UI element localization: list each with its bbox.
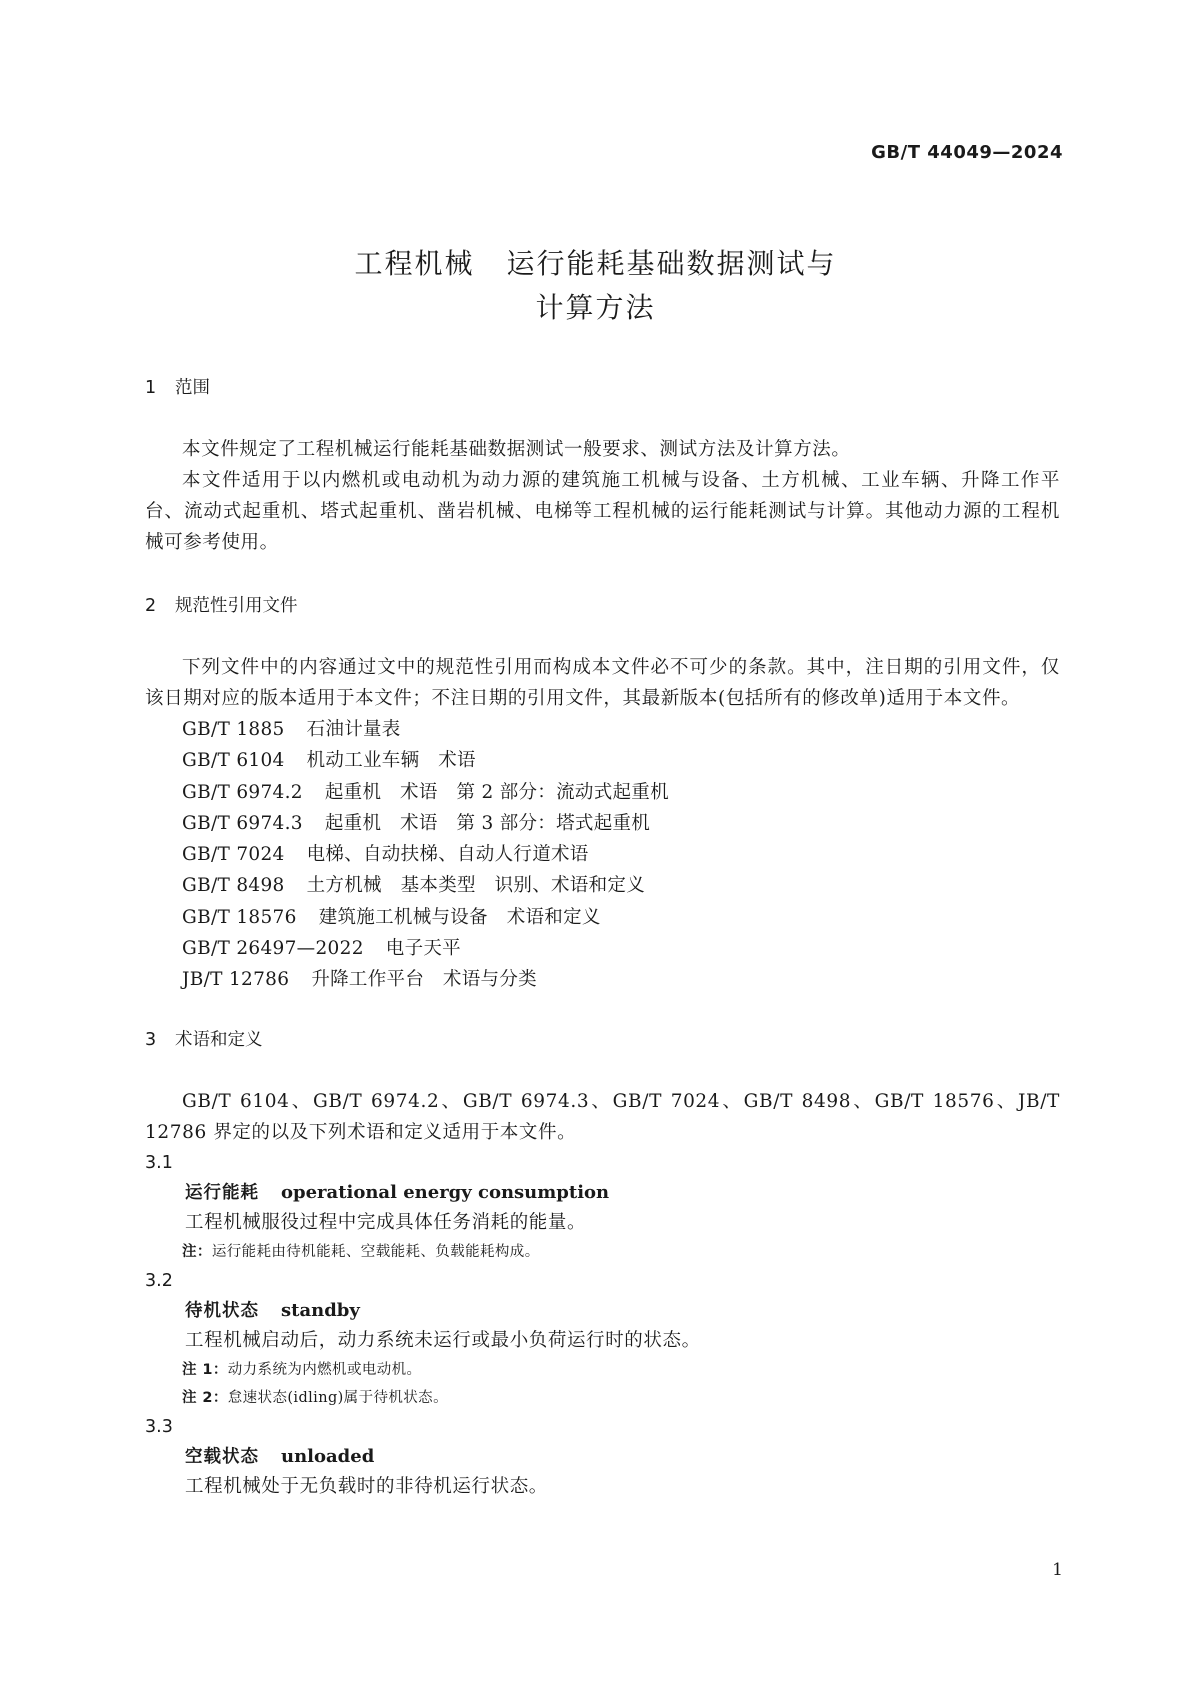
term-note [145,1384,1060,1412]
reference-title: 电子天平 [385,938,461,960]
section-title: 范围 [175,378,210,398]
reference-code: GB/T 6104 [182,750,285,772]
reference-code: GB/T 1885 [182,719,285,740]
reference-code: GB/T 8498 [182,875,285,897]
term-note [145,1238,1060,1266]
section-number: 1 [145,378,157,398]
reference-item [145,745,1060,776]
reference-item [145,870,1060,901]
term-definition: 工程机械启动后，动力系统未运行或最小负荷运行时的状态。 [185,1329,701,1351]
section-number: 2 [145,596,157,616]
term-number: 3.1 [145,1152,173,1173]
term-en: standby [281,1299,360,1321]
reference-code: GB/T 7024 [182,844,285,866]
section-title: 术语和定义 [175,1029,263,1050]
term-definition: 工程机械服役过程中完成具体任务消耗的能量。 [185,1211,587,1233]
title-part-1: 工程机械 [354,247,475,280]
reference-list [145,714,1060,996]
note-label: 注 2： [182,1389,228,1406]
term-zh: 空载状态 [185,1446,259,1467]
term-zh: 运行能耗 [185,1182,259,1203]
document-title [0,242,1191,330]
title-line-2: 计算方法 [535,291,656,324]
reference-code: GB/T 26497—2022 [182,938,364,960]
reference-title: 机动工业车辆 术语 [306,750,476,772]
term-number: 3.2 [145,1270,173,1291]
reference-title: 石油计量表 [306,719,401,740]
reference-code: JB/T 12786 [182,969,290,991]
paragraph: 本文件规定了工程机械运行能耗基础数据测试一般要求、测试方法及计算方法。 [182,439,851,460]
reference-code: GB/T 6974.3 [182,812,303,834]
reference-code: GB/T 6974.2 [182,781,303,803]
reference-title: 电梯、自动扶梯、自动人行道术语 [306,844,589,866]
term-number: 3.3 [145,1416,173,1437]
section-heading-scope [145,372,1060,404]
paragraph: 下列文件中的内容通过文中的规范性引用而构成本文件必不可少的条款。其中，注日期的引用文件，仅该日期对应的版本适用于本文件；不注日期的引用文件，其最新版本(包括所有的修改单)适用于本文件。 [145,657,1060,709]
reference-item [145,902,1060,933]
reference-title: 土方机械 基本类型 识别、术语和定义 [306,875,646,897]
title-line-1 [0,242,1191,286]
term-note [145,1356,1060,1384]
document-body [145,372,1060,1502]
reference-item [145,808,1060,839]
section-heading-normative-references [145,590,1060,622]
reference-title: 起重机 术语 第 3 部分：塔式起重机 [324,812,651,834]
section-title: 规范性引用文件 [175,596,298,616]
note-label: 注 1： [182,1361,228,1378]
reference-title: 起重机 术语 第 2 部分：流动式起重机 [324,781,669,803]
reference-item [145,714,1060,745]
note-text: 运行能耗由待机能耗、空载能耗、负载能耗构成。 [211,1243,540,1260]
term-zh: 待机状态 [185,1300,259,1321]
reference-title: 升降工作平台 术语与分类 [311,969,537,991]
term-en: operational energy consumption [281,1181,610,1203]
page-number: 1 [1052,1560,1063,1580]
reference-item [145,933,1060,964]
note-label: 注： [182,1243,212,1260]
term-entry [145,1442,1060,1472]
title-part-2: 运行能耗基础数据测试与 [506,247,837,280]
section-number: 3 [145,1029,157,1050]
reference-title: 建筑施工机械与设备 术语和定义 [318,906,601,928]
standard-code: GB/T 44049—2024 [871,142,1063,163]
term-entry [145,1296,1060,1326]
paragraph: GB/T 6104、GB/T 6974.2、GB/T 6974.3、GB/T 7024、GB/T 8498、GB/T 18576、JB/T 12786 界定的以及下列术语和定义适用于本文件。 [145,1090,1060,1143]
reference-item [145,777,1060,808]
section-heading-terms-definitions [145,1024,1060,1056]
reference-code: GB/T 18576 [182,906,297,928]
term-entry [145,1178,1060,1208]
paragraph: 本文件适用于以内燃机或电动机为动力源的建筑施工机械与设备、土方机械、工业车辆、升降工作平台、流动式起重机、塔式起重机、凿岩机械、电梯等工程机械的运行能耗测试与计算。其他动力源的工程机械可参考使用。 [145,470,1060,553]
term-en: unloaded [281,1445,375,1467]
reference-item [145,839,1060,870]
note-text: 怠速状态(idling)属于待机状态。 [227,1389,448,1406]
term-definition: 工程机械处于无负载时的非待机运行状态。 [185,1475,548,1497]
note-text: 动力系统为内燃机或电动机。 [227,1361,422,1378]
reference-item [145,964,1060,995]
